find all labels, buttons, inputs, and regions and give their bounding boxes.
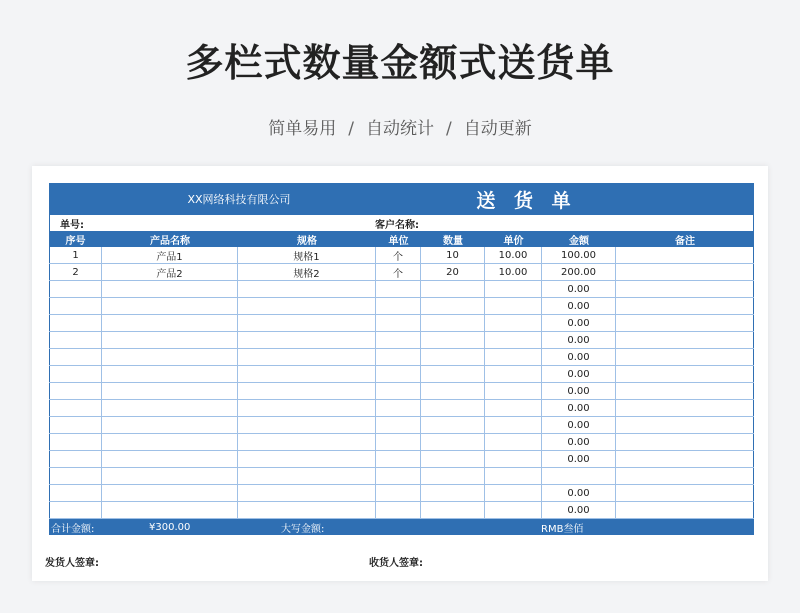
table-cell[interactable] [49,383,102,399]
table-cell[interactable] [421,502,485,518]
table-cell[interactable]: 个 [376,247,421,263]
table-cell[interactable] [421,400,485,416]
table-cell[interactable]: 0.00 [542,417,616,433]
table-cell[interactable]: 0.00 [542,298,616,314]
table-cell[interactable] [485,298,542,314]
table-row [49,281,754,298]
column-header: 数量 [443,235,463,247]
subtitle-item: 自动更新 [463,119,532,139]
subtitle-item: 自动统计 [366,119,434,139]
table-cell[interactable] [616,247,754,263]
column-header: 单价 [503,235,524,247]
table-cell[interactable] [616,281,754,297]
table-cell[interactable] [238,281,376,297]
table-cell[interactable] [376,366,421,382]
total-amount-value: ¥300.00 [149,521,191,533]
table-cell[interactable] [102,468,238,484]
table-cell[interactable] [421,281,485,297]
table-cell[interactable]: 0.00 [542,349,616,365]
table-cell[interactable] [102,349,238,365]
table-cell[interactable] [376,451,421,467]
table-cell[interactable] [102,400,238,416]
subtitle-item: 简单易用 [268,119,337,139]
table-row [49,332,754,349]
delivery-sheet [49,183,754,535]
table-cell[interactable]: 100.00 [542,247,616,263]
table-cell[interactable] [421,349,485,365]
table-cell[interactable] [376,281,421,297]
table-row [49,417,754,434]
table-cell[interactable] [376,417,421,433]
total-row [49,519,754,535]
table-cell[interactable] [49,400,102,416]
table-cell[interactable]: 0.00 [542,366,616,382]
table-cell[interactable]: 0.00 [542,315,616,331]
table-row [49,366,754,383]
table-cell[interactable] [102,417,238,433]
table-cell[interactable]: 0.00 [542,400,616,416]
table-cell[interactable] [102,315,238,331]
table-cell[interactable]: 产品1 [102,247,238,263]
table-cell[interactable] [49,417,102,433]
table-cell[interactable] [238,485,376,501]
table-cell[interactable] [616,366,754,382]
table-cell[interactable] [376,400,421,416]
table-cell[interactable] [102,332,238,348]
table-cell[interactable] [542,468,616,484]
table-cell[interactable] [102,451,238,467]
table-cell[interactable]: 0.00 [542,434,616,450]
header-band [49,183,754,215]
table-body [49,247,754,519]
table-cell[interactable] [102,298,238,314]
order-number-label: 单号: [60,219,84,231]
customer-name-label: 客户名称: [375,219,419,231]
table-row [49,315,754,332]
table-cell[interactable]: 10.00 [485,264,542,280]
table-row [49,451,754,468]
table-cell[interactable] [238,315,376,331]
table-cell[interactable] [49,281,102,297]
table-cell[interactable] [376,468,421,484]
table-cell[interactable] [376,485,421,501]
table-cell[interactable] [102,485,238,501]
table-cell[interactable]: 2 [49,264,102,280]
table-cell[interactable]: 规格1 [238,247,376,263]
uppercase-amount-value: RMB叁佰 [541,523,584,535]
document-title: 送 货 单 [476,189,577,212]
table-row [49,349,754,366]
table-cell[interactable] [238,417,376,433]
table-cell[interactable] [485,468,542,484]
table-cell[interactable] [616,417,754,433]
table-cell[interactable]: 0.00 [542,502,616,518]
table-cell[interactable]: 20 [421,264,485,280]
table-cell[interactable] [49,451,102,467]
table-cell[interactable] [421,485,485,501]
table-cell[interactable] [238,298,376,314]
table-cell[interactable] [485,451,542,467]
page-title: 多栏式数量金额式送货单 [185,41,615,85]
sender-signature-label: 发货人签章: [45,558,99,569]
table-cell[interactable]: 1 [49,247,102,263]
table-cell[interactable] [421,298,485,314]
table-cell[interactable] [376,298,421,314]
table-cell[interactable] [49,366,102,382]
table-cell[interactable] [616,298,754,314]
table-row [49,485,754,502]
table-cell[interactable] [616,349,754,365]
table-cell[interactable] [238,349,376,365]
table-row [49,383,754,400]
table-cell[interactable] [49,434,102,450]
table-cell[interactable]: 200.00 [542,264,616,280]
table-cell[interactable] [49,349,102,365]
table-cell[interactable] [238,434,376,450]
table-cell[interactable] [49,315,102,331]
table-cell[interactable] [616,502,754,518]
table-cell[interactable] [238,400,376,416]
table-cell[interactable]: 0.00 [542,451,616,467]
column-header-row [49,231,754,247]
table-cell[interactable] [421,451,485,467]
table-cell[interactable] [376,502,421,518]
table-cell[interactable] [238,366,376,382]
table-cell[interactable] [485,485,542,501]
table-cell[interactable] [485,400,542,416]
table-cell[interactable]: 0.00 [542,383,616,399]
table-cell[interactable]: 产品2 [102,264,238,280]
table-cell[interactable] [485,502,542,518]
table-row [49,298,754,315]
table-cell[interactable]: 0.00 [542,332,616,348]
table-cell[interactable] [49,332,102,348]
table-cell[interactable] [238,451,376,467]
table-cell[interactable] [49,502,102,518]
table-cell[interactable] [102,366,238,382]
company-name: XX网络科技有限公司 [187,193,291,206]
column-header: 产品名称 [150,235,190,247]
table-cell[interactable] [238,502,376,518]
table-cell[interactable] [376,349,421,365]
subtitle-separator: / [446,119,452,139]
table-cell[interactable] [616,315,754,331]
table-cell[interactable]: 0.00 [542,281,616,297]
table-cell[interactable] [485,315,542,331]
table-cell[interactable] [616,264,754,280]
table-cell[interactable] [376,332,421,348]
table-row [49,400,754,417]
column-header: 规格 [297,235,317,247]
table-cell[interactable] [376,434,421,450]
table-cell[interactable] [485,383,542,399]
total-amount-label: 合计金额: [51,523,95,535]
table-cell[interactable] [421,332,485,348]
table-cell[interactable]: 10 [421,247,485,263]
table-cell[interactable] [485,434,542,450]
table-cell[interactable] [485,366,542,382]
table-cell[interactable]: 10.00 [485,247,542,263]
table-cell[interactable] [421,315,485,331]
table-cell[interactable] [616,383,754,399]
table-cell[interactable] [485,417,542,433]
table-cell[interactable] [485,281,542,297]
table-cell[interactable] [376,383,421,399]
column-header: 金额 [569,235,589,247]
uppercase-amount-label: 大写金额: [281,523,325,535]
table-row [49,247,754,264]
table-cell[interactable] [616,485,754,501]
table-cell[interactable] [49,298,102,314]
table-row [49,434,754,451]
table-cell[interactable] [376,315,421,331]
table-cell[interactable] [102,502,238,518]
table-cell[interactable] [421,468,485,484]
table-cell[interactable] [102,281,238,297]
table-cell[interactable] [485,332,542,348]
table-cell[interactable] [616,434,754,450]
receiver-signature-label: 收货人签章: [369,558,423,569]
subtitle-separator: / [348,119,354,139]
table-cell[interactable] [485,349,542,365]
table-cell[interactable] [102,434,238,450]
table-cell[interactable] [49,485,102,501]
table-cell[interactable] [616,400,754,416]
table-cell[interactable] [421,366,485,382]
table-cell[interactable] [238,468,376,484]
table-row [49,264,754,281]
table-cell[interactable] [421,434,485,450]
table-cell[interactable] [616,468,754,484]
table-cell[interactable] [616,332,754,348]
table-cell[interactable] [49,468,102,484]
table-cell[interactable]: 个 [376,264,421,280]
column-header: 序号 [65,235,86,247]
table-row [49,468,754,485]
meta-row [49,215,754,231]
column-header: 备注 [675,235,695,247]
table-cell[interactable] [616,451,754,467]
column-header: 单位 [388,235,409,247]
table-cell[interactable] [421,383,485,399]
table-cell[interactable]: 规格2 [238,264,376,280]
table-cell[interactable] [102,383,238,399]
subtitle [0,114,800,139]
table-cell[interactable] [238,383,376,399]
table-row [49,502,754,519]
table-cell[interactable] [421,417,485,433]
table-cell[interactable] [238,332,376,348]
table-cell[interactable]: 0.00 [542,485,616,501]
